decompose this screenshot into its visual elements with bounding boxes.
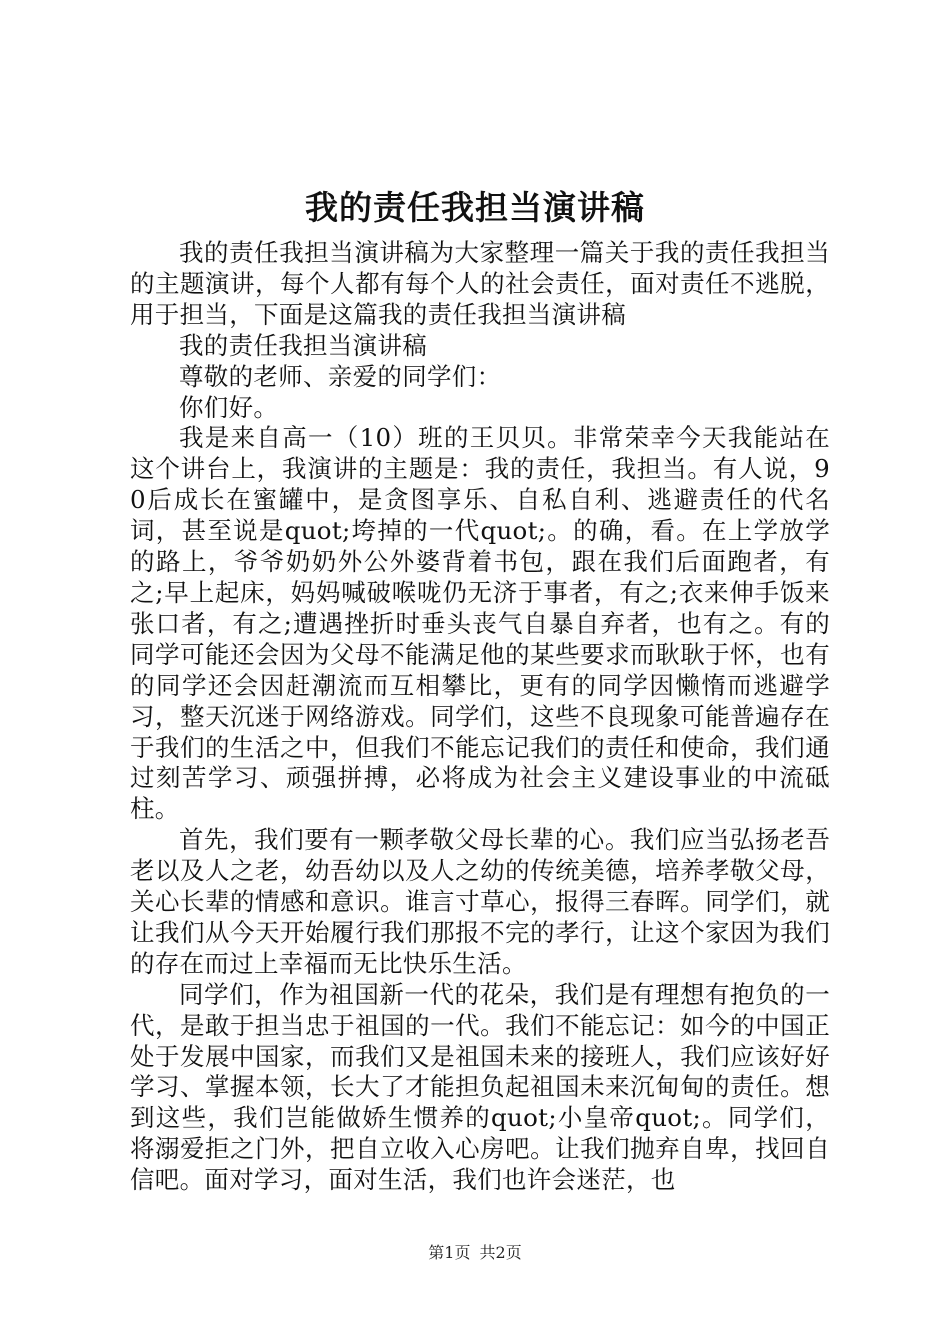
page-total: 共2页 — [479, 1243, 522, 1262]
page-footer — [0, 1243, 950, 1263]
speech-heading: 我的责任我担当演讲稿 — [179, 330, 427, 360]
intro-paragraph: 我的责任我担当演讲稿为大家整理一篇关于我的责任我担当的主题演讲，每个人都有每个人的社会责任，面对责任不逃脱，用于担当，下面是这篇我的责任我担当演讲稿 — [130, 238, 830, 329]
salutation: 尊敬的老师、亲爱的同学们： — [179, 361, 502, 391]
body-paragraph: 首先，我们要有一颗孝敬父母长辈的心。我们应当弘扬老吾老以及人之老，幼吾幼以及人之幼的传统美德，培养孝敬父母，关心长辈的情感和意识。谁言寸草心，报得三春晖。同学们，就让我们从今天开始履行我们那报不完的孝行，让这个家因为我们的存在而过上幸福而无比快乐生活。 — [130, 825, 830, 978]
document-title: 我的责任我担当演讲稿 — [305, 188, 645, 227]
greeting: 你们好。 — [179, 392, 279, 422]
body-paragraph: 我是来自高一（10）班的王贝贝。非常荣幸今天我能站在这个讲台上，我演讲的主题是：我的责任，我担当。有人说，90后成长在蜜罐中，是贪图享乐、自私自利、逃避责任的代名词，甚至说是quot;垮掉的一代quot;。的确，看。在上学放学的路上，爷爷奶奶外公外婆背着书包，跟在我们后面跑者，有之;早上起床，妈妈喊破喉咙仍无济于事者，有之;衣来伸手饭来张口者，有之;遭遇挫折时垂头丧气自暴自弃者，也有之。有的同学可能还会因为父母不能满足他的某些要求而耿耿于怀，也有的同学还会因赶潮流而互相攀比，更有的同学因懒惰而逃避学习，整天沉迷于网络游戏。同学们，这些不良现象可能普遍存在于我们的生活之中，但我们不能忘记我们的责任和使命，我们通过刻苦学习、顽强拼搏，必将成为社会主义建设事业的中流砥柱。 — [130, 423, 830, 824]
page-number: 第1页 — [428, 1243, 471, 1262]
document-body — [130, 238, 830, 1196]
body-paragraph: 同学们，作为祖国新一代的花朵，我们是有理想有抱负的一代，是敢于担当忠于祖国的一代。我们不能忘记：如今的中国正处于发展中国家，而我们又是祖国未来的接班人，我们应该好好学习、掌握本领，长大了才能担负起祖国未来沉甸甸的责任。想到这些，我们岂能做娇生惯养的quot;小皇帝quot;。同学们，将溺爱拒之门外，把自立收入心房吧。让我们抛弃自卑，找回自信吧。面对学习，面对生活，我们也许会迷茫，也 — [130, 979, 830, 1195]
